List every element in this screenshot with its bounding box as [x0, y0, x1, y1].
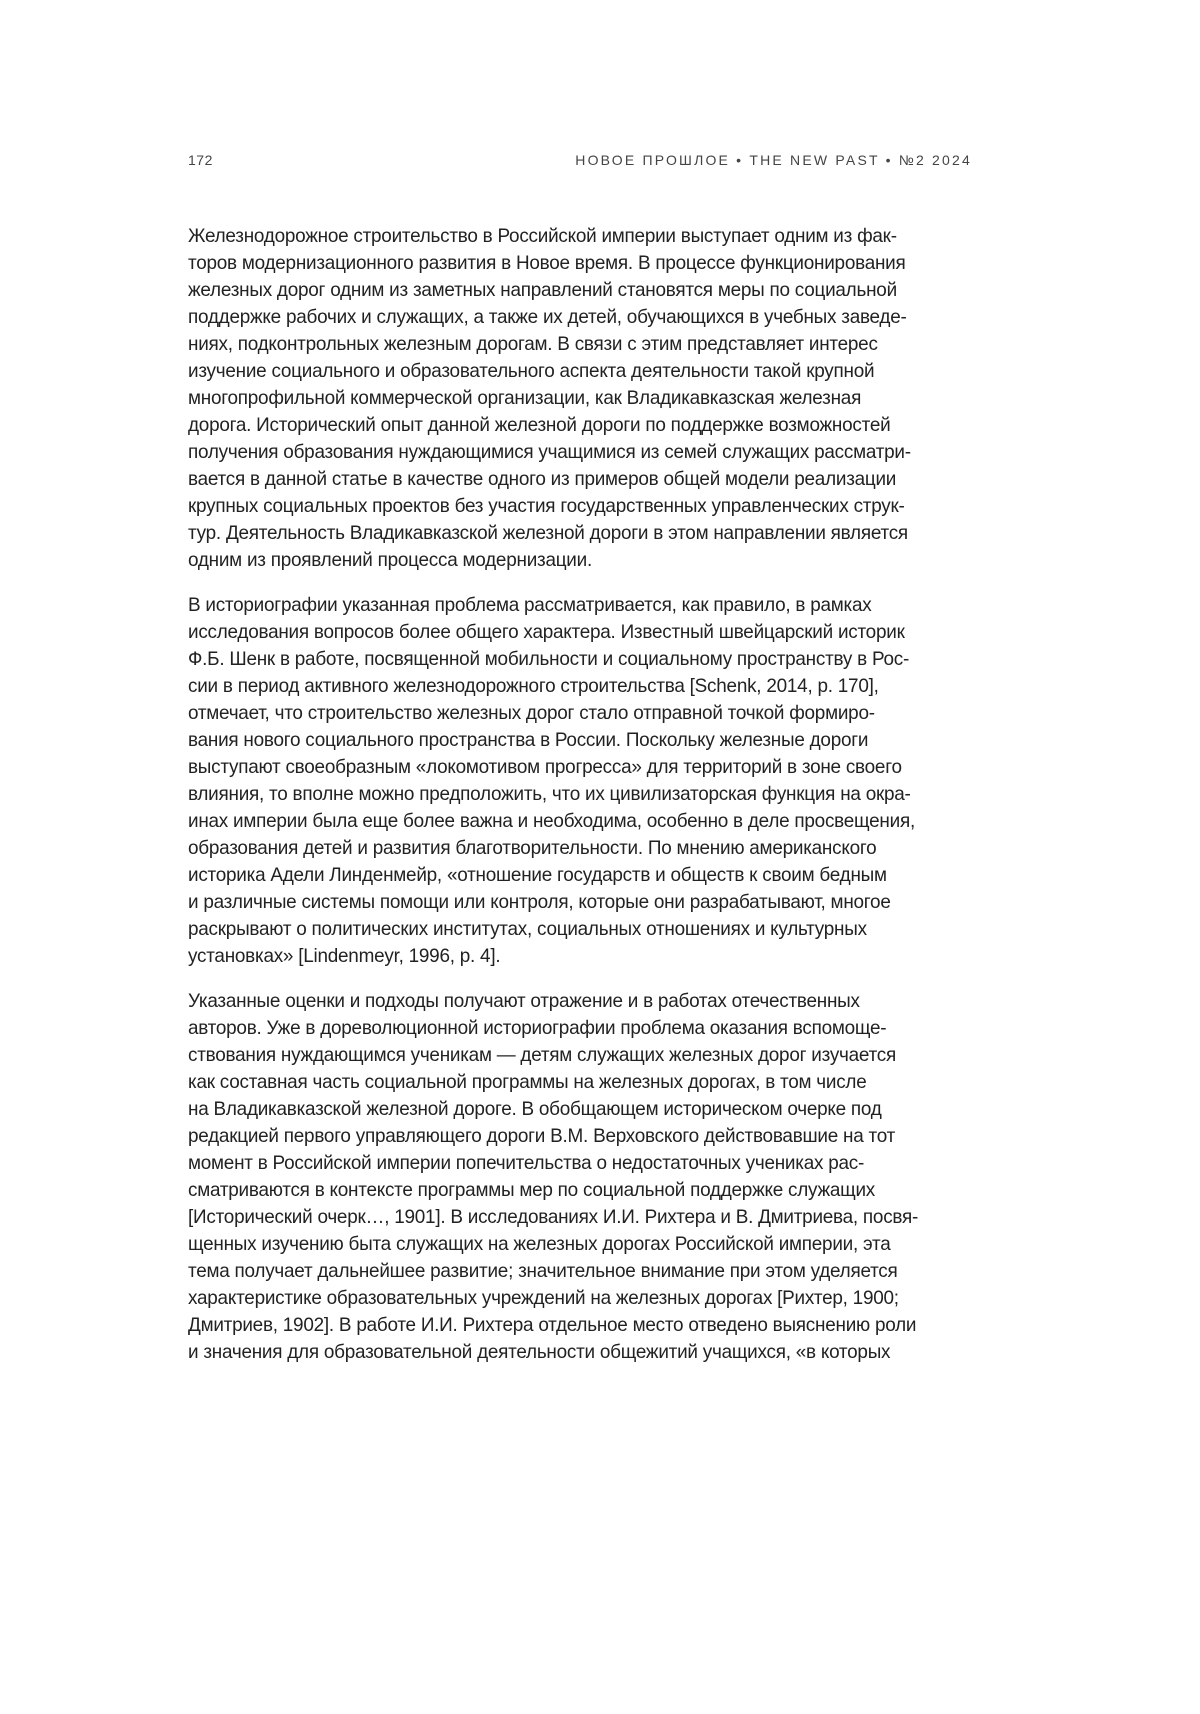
- article-body: [188, 223, 978, 1384]
- paragraph: [188, 592, 978, 970]
- text-line: как составная часть социальной программы на железных дорогах, в том числе: [188, 1069, 954, 1096]
- text-line: исследования вопросов более общего характера. Известный швейцарский историк: [188, 619, 954, 646]
- text-line: торов модернизационного развития в Новое время. В процессе функционирования: [188, 250, 954, 277]
- text-line: сии в период активного железнодорожного строительства [Schenk, 2014, p. 170],: [188, 673, 954, 700]
- text-line: отмечает, что строительство железных дорог стало отправной точкой формиро-: [188, 700, 954, 727]
- page-number: 172: [188, 152, 213, 168]
- text-line: выступают своеобразным «локомотивом прогресса» для территорий в зоне своего: [188, 754, 954, 781]
- text-line: тема получает дальнейшее развитие; значительное внимание при этом уделяется: [188, 1258, 954, 1285]
- text-line: Дмитриев, 1902]. В работе И.И. Рихтера отдельное место отведено выяснению роли: [188, 1312, 954, 1339]
- text-line: инах империи была еще более важна и необходима, особенно в деле просвещения,: [188, 808, 954, 835]
- text-line: крупных социальных проектов без участия государственных управленческих струк-: [188, 493, 954, 520]
- paragraph: [188, 988, 978, 1366]
- text-line: образования детей и развития благотворительности. По мнению американского: [188, 835, 954, 862]
- text-line: получения образования нуждающимися учащимися из семей служащих рассматри-: [188, 439, 954, 466]
- text-line: тур. Деятельность Владикавказской железной дороги в этом направлении является: [188, 520, 954, 547]
- text-line: [Исторический очерк…, 1901]. В исследованиях И.И. Рихтера и В. Дмитриева, посвя-: [188, 1204, 954, 1231]
- text-line: Железнодорожное строительство в Российской империи выступает одним из фак-: [188, 223, 954, 250]
- text-line: характеристике образовательных учреждений на железных дорогах [Рихтер, 1900;: [188, 1285, 954, 1312]
- text-line: вания нового социального пространства в России. Поскольку железные дороги: [188, 727, 954, 754]
- text-line: редакцией первого управляющего дороги В.М. Верховского действовавшие на тот: [188, 1123, 954, 1150]
- text-line: сматриваются в контексте программы мер по социальной поддержке служащих: [188, 1177, 954, 1204]
- text-line: поддержке рабочих и служащих, а также их детей, обучающихся в учебных заведе-: [188, 304, 954, 331]
- text-line: Ф.Б. Шенк в работе, посвященной мобильности и социальному пространству в Рос-: [188, 646, 954, 673]
- text-line: вается в данной статье в качестве одного из примеров общей модели реализации: [188, 466, 954, 493]
- text-line: щенных изучению быта служащих на железных дорогах Российской империи, эта: [188, 1231, 954, 1258]
- text-line: и значения для образовательной деятельности общежитий учащихся, «в которых: [188, 1339, 954, 1366]
- text-line: авторов. Уже в дореволюционной историографии проблема оказания вспомоще-: [188, 1015, 954, 1042]
- text-line: раскрывают о политических институтах, социальных отношениях и культурных: [188, 916, 954, 943]
- text-line: дорога. Исторический опыт данной железной дороги по поддержке возможностей: [188, 412, 954, 439]
- text-line: историка Адели Линденмейр, «отношение государств и обществ к своим бедным: [188, 862, 954, 889]
- journal-title: НОВОЕ ПРОШЛОЕ • THE NEW PAST • №2 2024: [575, 152, 972, 168]
- text-line: В историографии указанная проблема рассматривается, как правило, в рамках: [188, 592, 954, 619]
- text-line: Указанные оценки и подходы получают отражение и в работах отечественных: [188, 988, 954, 1015]
- text-line: изучение социального и образовательного аспекта деятельности такой крупной: [188, 358, 954, 385]
- text-line: и различные системы помощи или контроля, которые они разрабатывают, многое: [188, 889, 954, 916]
- text-line: на Владикавказской железной дороге. В обобщающем историческом очерке под: [188, 1096, 954, 1123]
- text-line: ниях, подконтрольных железным дорогам. В связи с этим представляет интерес: [188, 331, 954, 358]
- text-line: железных дорог одним из заметных направлений становятся меры по социальной: [188, 277, 954, 304]
- text-line: ствования нуждающимся ученикам — детям служащих железных дорог изучается: [188, 1042, 954, 1069]
- paragraph: [188, 223, 978, 574]
- text-line: установках» [Lindenmeyr, 1996, p. 4].: [188, 943, 954, 970]
- text-line: влияния, то вполне можно предположить, что их цивилизаторская функция на окра-: [188, 781, 954, 808]
- text-line: одним из проявлений процесса модернизации.: [188, 547, 954, 574]
- text-line: момент в Российской империи попечительства о недостаточных учениках рас-: [188, 1150, 954, 1177]
- text-line: многопрофильной коммерческой организации, как Владикавказская железная: [188, 385, 954, 412]
